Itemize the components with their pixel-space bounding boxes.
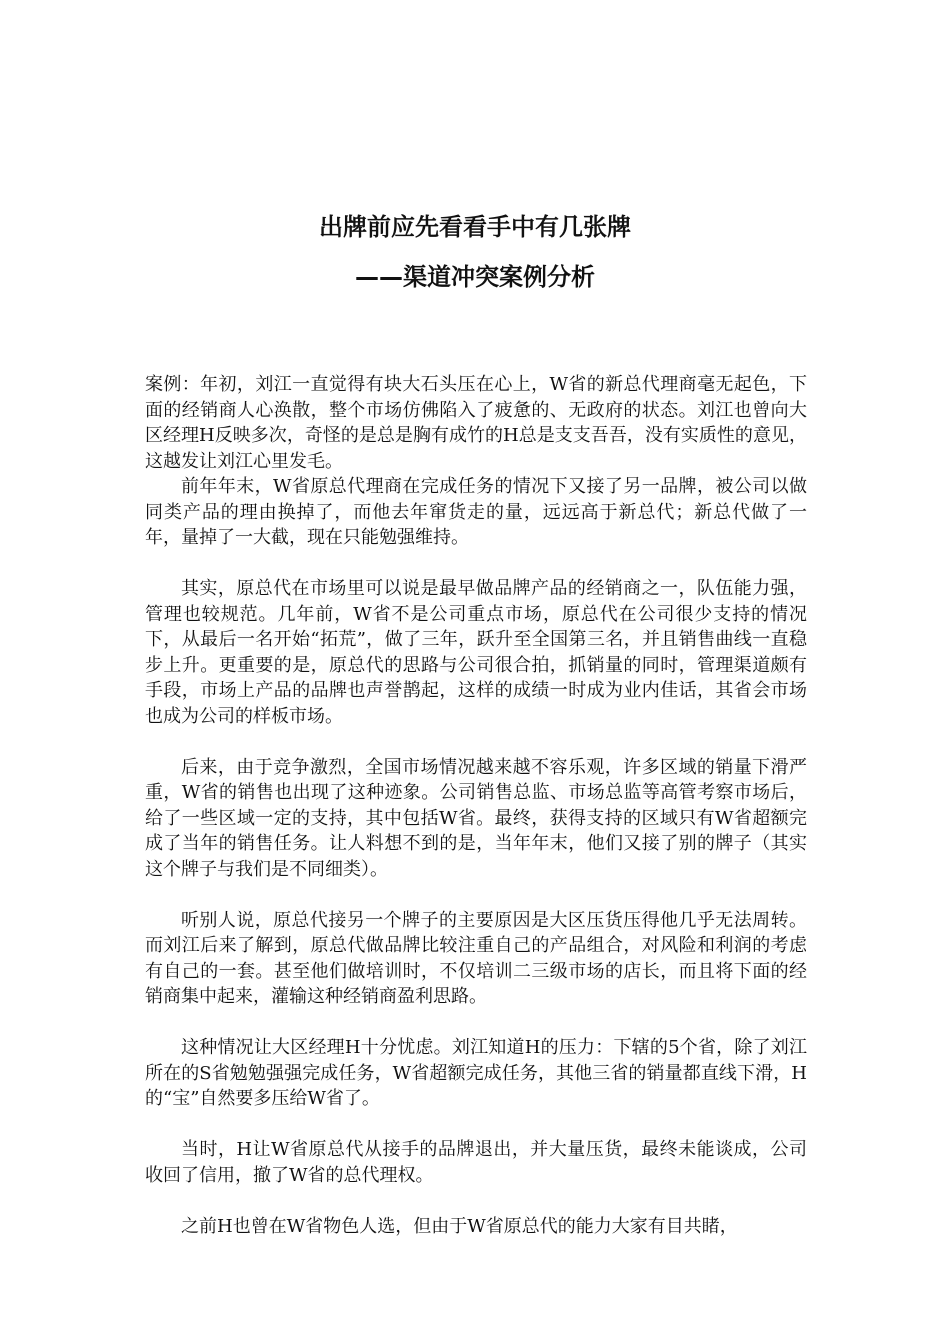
paragraph: 之前H也曾在W省物色人选，但由于W省原总代的能力大家有目共睹， (181, 1215, 738, 1237)
paragraph: 前年年末，W省原总代理商在完成任务的情况下又接了另一品牌，被公司以做同类产品的理由换掉了，而他去年窜货走的量，远远高于新总代；新总代做了一年，量掉了一大截，现在只能勉强维持。 (145, 476, 807, 548)
paragraph: 后来，由于竞争激烈，全国市场情况越来越不容乐观，许多区域的销量下滑严重，W省的销售也出现了这种迹象。公司销售总监、市场总监等高管考察市场后，给了一些区域一定的支持，其中包括W省。最终，获得支持的区域只有W省超额完成了当年的销售任务。让人料想不到的是，当年年末，他们又接了别的牌子（其实这个牌子与我们是不同细类）。 (145, 756, 807, 880)
paragraph: 听别人说，原总代接另一个牌子的主要原因是大区压货压得他几乎无法周转。而刘江后来了解到，原总代做品牌比较注重自己的产品组合，对风险和利润的考虑有自己的一套。甚至他们做培训时，不仅培训二三级市场的店长，而且将下面的经销商集中起来，灌输这种经销商盈利思路。 (145, 909, 807, 1007)
paragraph-case-intro: 案例：年初，刘江一直觉得有块大石头压在心上，W省的新总代理商毫无起色，下面的经销商人心涣散，整个市场仿佛陷入了疲惫的、无政府的状态。刘江也曾向大区经理H反映多次，奇怪的是总是胸有成竹的H总是支支吾吾，没有实质性的意见，这越发让刘江心里发毛。 (145, 374, 807, 472)
paragraph: 其实，原总代在市场里可以说是最早做品牌产品的经销商之一，队伍能力强，管理也较规范。几年前，W省不是公司重点市场，原总代在公司很少支持的情况下，从最后一名开始“拓荒”，做了三年，跃升至全国第三名，并且销售曲线一直稳步上升。更重要的是，原总代的思路与公司很合拍，抓销量的同时，管理渠道颇有手段，市场上产品的品牌也声誉鹊起，这样的成绩一时成为业内佳话，其省会市场也成为公司的样板市场。 (145, 578, 807, 727)
paragraph: 这种情况让大区经理H十分忧虑。刘江知道H的压力：下辖的5个省，除了刘江所在的S省勉勉强强完成任务，W省超额完成任务，其他三省的销量都直线下滑，H的“宝”自然要多压给W省了。 (145, 1037, 807, 1109)
document-body (145, 372, 807, 1239)
paragraph: 当时，H让W省原总代从接手的品牌退出，并大量压货，最终未能谈成，公司收回了信用，撤了W省的总代理权。 (145, 1139, 807, 1186)
document-subtitle: ——渠道冲突案例分析 (355, 263, 595, 291)
document-title: 出牌前应先看看手中有几张牌 (319, 213, 631, 241)
